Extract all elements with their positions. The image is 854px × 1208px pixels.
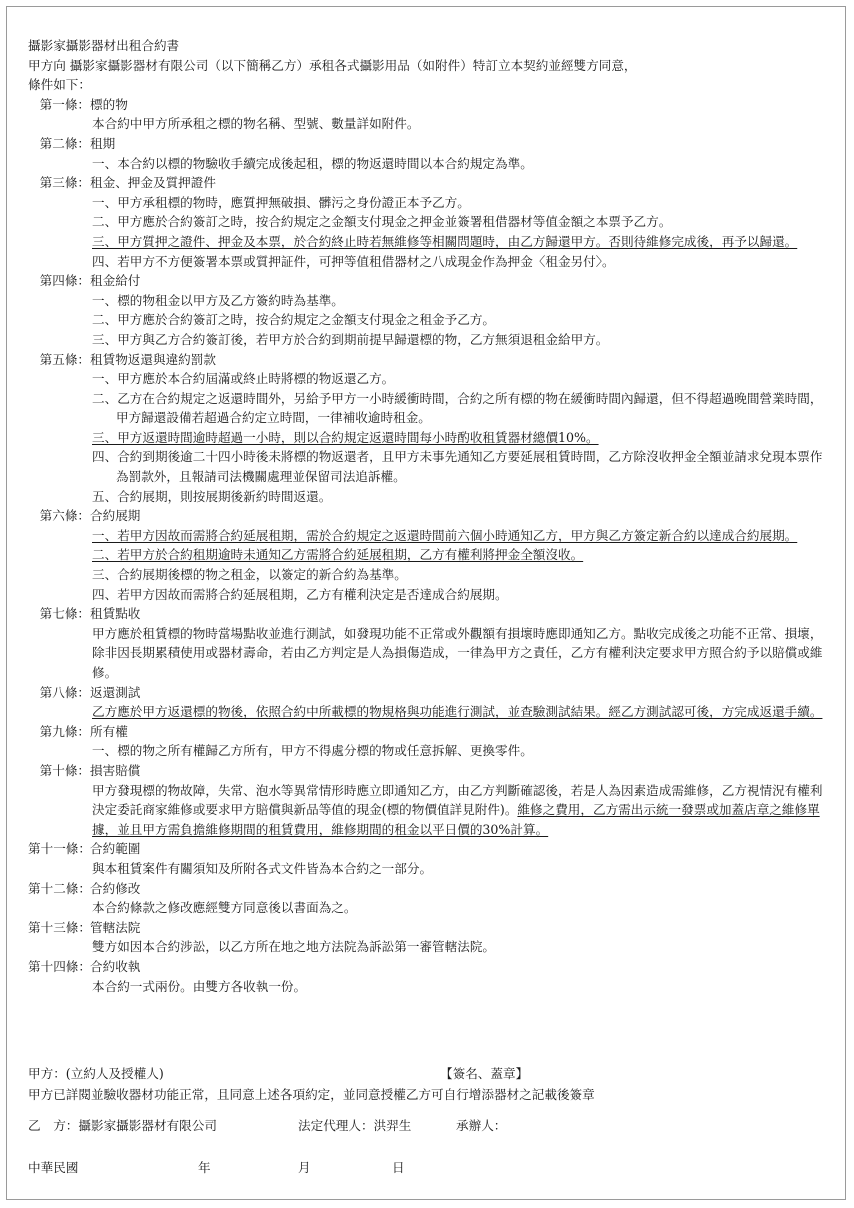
date-year-label: 年: [198, 1160, 211, 1175]
article-8-body: 乙方應於甲方返還標的物後，依照合約中所載標的物規格與功能進行測試，並查驗測試結果。經乙方測試認可後，方完成返還手續。: [92, 704, 823, 720]
contract-body: [28, 36, 828, 996]
article-5-item: 五、合約展期，則按展期後新約時間返還。: [92, 488, 332, 504]
article-1-body: 本合約中甲方所承租之標的物名稱、型號、數量詳如附件。: [92, 116, 420, 132]
article-5-item: 四、合約到期後逾二十四小時後未將標的物返還者，且甲方未事先通知乙方要延展租賃時間，乙方除沒收押金全額並請求兌現本票作為罰款外，且報請司法機關處理並保留司法追訴權。: [92, 449, 823, 485]
article-14-body: 本合約一式兩份。由雙方各收執一份。: [92, 978, 307, 994]
article-9-heading: 第九條：所有權: [39, 723, 128, 739]
article-3-item: 四、若甲方不方便簽署本票或質押証件，可押等值租借器材之八成現金作為押金〈租金另付〉。: [92, 253, 615, 269]
date-prefix: 中華民國: [28, 1160, 79, 1175]
intro-line: 甲方向 攝影家攝影器材有限公司（以下簡稱乙方）承租各式攝影用品（如附件）特訂立本契約並經雙方同意，: [28, 57, 637, 73]
article-4-item: 二、甲方應於合約簽訂之時，按合約規定之金額支付現金之租金予乙方。: [92, 312, 495, 328]
article-10-body: 甲方發現標的物故障，失常、泡水等異常情形時應立即通知乙方，由乙方判斷確認後，若是人為因素造成需維修，乙方視情況有權利決定委託商家維修或要求甲方賠償與新品等值的現金(標的物價值詳見附件)。維修之費用，乙方需出示統一發票或加蓋店章之維修單據，並且甲方需負擔維修期間的租賃費用，維修期間的租金以平日價的30%計算。: [92, 782, 823, 837]
article-4-item: 三、甲方與乙方合約簽訂後，若甲方於合約到期前提早歸還標的物，乙方無須退租金給甲方。: [92, 331, 609, 347]
article-6-item: 四、若甲方因故而需將合約延展租期，乙方有權利決定是否達成合約展期。: [92, 586, 508, 602]
article-5-item: 二、乙方在合約規定之返還時間外，另給予甲方一小時緩衝時間，合約之所有標的物在緩衝時間內歸還，但不得超過晚間營業時間，甲方歸還設備若超過合約定立時間，一律補收逾時租金。: [92, 390, 823, 426]
legal-rep-label: 法定代理人：洪羿生: [298, 1118, 412, 1133]
handler-label: 承辦人：: [456, 1118, 507, 1133]
article-14-heading: 第十四條：合約收執: [28, 958, 141, 974]
article-7-body: 甲方應於租賃標的物時當場點收並進行測試，如發現功能不正常或外觀額有損壞時應即通知乙方。點收完成後之功能不正常、損壞，除非因長期累積使用或器材壽命，若由乙方判定是人為損傷造成，一律為甲方之責任，乙方有權利決定要求甲方照合約予以賠償或維修。: [92, 625, 823, 680]
article-3-item: 一、甲方承租標的物時，應質押無破損、髒污之身份證正本予乙方。: [92, 194, 470, 210]
article-8-heading: 第八條：返還測試: [39, 684, 141, 700]
article-2-heading: 第二條：租期: [39, 135, 116, 151]
article-4-item: 一、標的物租金以甲方及乙方簽約時為基準。: [92, 292, 344, 308]
date-day-label: 日: [392, 1160, 405, 1175]
article-13-body: 雙方如因本合約涉訟，以乙方所在地之地方法院為訴訟第一審管轄法院。: [92, 939, 495, 955]
article-6-item: 三、合約展期後標的物之租金，以簽定的新合約為基準。: [92, 567, 407, 583]
sign-stamp-label: 【簽名、蓋章】: [440, 1066, 529, 1081]
article-5-item: 一、甲方應於本合約屆滿或終止時將標的物返還乙方。: [92, 371, 395, 387]
article-1-heading: 第一條：標的物: [39, 96, 128, 112]
article-4-heading: 第四條：租金給付: [39, 273, 141, 289]
contract-title: 攝影家攝影器材出租合約書: [28, 38, 180, 53]
article-9-item: 一、標的物之所有權歸乙方所有，甲方不得處分標的物或任意拆解、更換零件。: [92, 743, 533, 759]
article-2-item: 一、本合約以標的物驗收手續完成後起租，標的物返還時間以本合約規定為準。: [92, 155, 533, 171]
party-b-label: 乙 方：攝影家攝影器材有限公司: [28, 1118, 217, 1133]
article-11-heading: 第十一條：合約範圍: [28, 841, 141, 857]
article-3-heading: 第三條：租金、押金及質押證件: [39, 175, 216, 191]
article-12-heading: 第十二條：合約修改: [28, 880, 141, 896]
article-7-heading: 第七條：租賃點收: [39, 606, 141, 622]
article-3-item: 二、甲方應於合約簽訂之時，按合約規定之金額支付現金之押金並簽署租借器材等值金額之本票予乙方。: [92, 214, 672, 230]
confirm-statement: 甲方已詳閱並驗收器材功能正常，且同意上述各項約定，並同意授權乙方可自行增添器材之記載後簽章: [28, 1087, 595, 1102]
article-6-heading: 第六條：合約展期: [39, 508, 141, 524]
article-5-heading: 第五條：租賃物返還與違約罰款: [39, 351, 216, 367]
article-10-heading: 第十條：損害賠償: [39, 762, 141, 778]
article-6-item: 一、若甲方因故而需將合約延展租期，需於合約規定之返還時間前六個小時通知乙方，甲方與乙方簽定新合約以達成合約展期。: [92, 527, 798, 543]
article-12-body: 本合約條款之修改應經雙方同意後以書面為之。: [92, 900, 357, 916]
article-5-item: 三、甲方返還時間逾時超過一小時，則以合約規定返還時間每小時酌收租賃器材總價10%。: [92, 429, 599, 445]
article-6-item: 二、若甲方於合約租期逾時未通知乙方需將合約延展租期，乙方有權利將押金全額沒收。: [92, 547, 584, 563]
party-a-label: 甲方：(立約人及授權人): [28, 1066, 164, 1081]
article-3-item: 三、甲方質押之證件、押金及本票，於合約終止時若無維修等相關問題時，由乙方歸還甲方。否則待維修完成後，再予以歸還。: [92, 233, 798, 249]
intro-line: 條件如下：: [28, 77, 91, 93]
article-13-heading: 第十三條：管轄法院: [28, 919, 141, 935]
date-month-label: 月: [298, 1160, 311, 1175]
article-11-body: 與本租賃案件有關須知及所附各式文件皆為本合約之一部分。: [92, 860, 433, 876]
